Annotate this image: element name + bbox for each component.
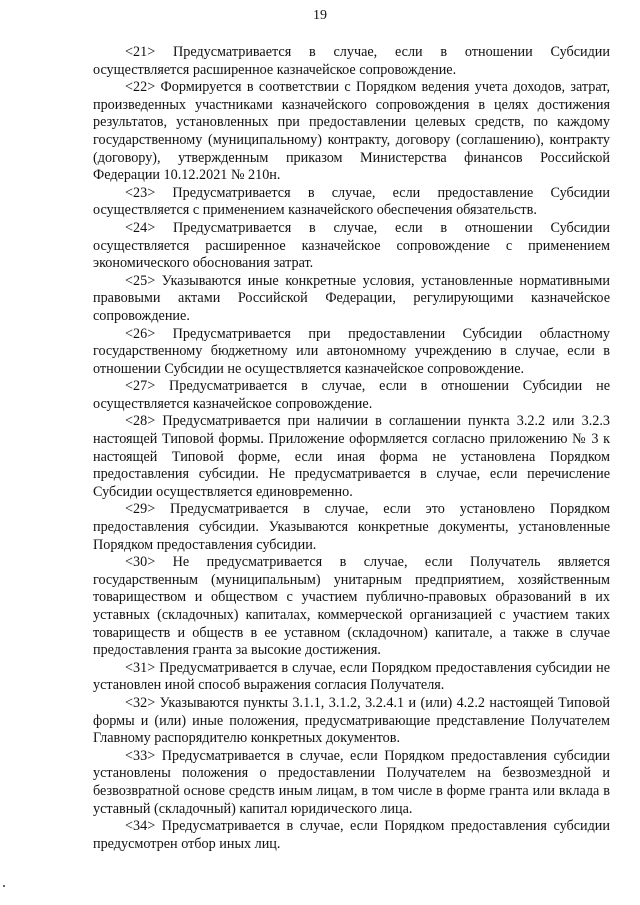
footnotes-body bbox=[93, 44, 610, 853]
footnote-33 bbox=[93, 748, 610, 818]
footnote-marker: <28> bbox=[125, 413, 156, 430]
footnote-marker: <27> bbox=[125, 378, 156, 395]
footnote-text: Предусматривается при наличии в соглашении пункта 3.2.2 или 3.2.3 настоящей Типовой формы. Приложение оформляется согласно приложению № 3 к настоящей Типовой форме, если иная форма не установлена Порядком предоставления субсидии. Не предусматривается в случае, если перечисление Субсидии осуществляется единовременно. bbox=[93, 413, 610, 500]
footnote-text: Предусматривается при предоставлении Субсидии областному государственному бюджетному или автономному учреждению в случае, если в отношении Субсидии не осуществляется казначейское сопровождение. bbox=[93, 325, 610, 377]
footnote-22 bbox=[93, 79, 610, 185]
footnote-24 bbox=[93, 220, 610, 273]
footnote-28 bbox=[93, 413, 610, 501]
footnote-27 bbox=[93, 378, 610, 413]
footnote-text: Не предусматривается в случае, если Получатель является государственным (муниципальным) унитарным предприятием, хозяйственным товариществом и обществом с участием публично-правовых образований в их уставных (складочных) капиталах, коммерческой организацией с участием таких товариществ и обществ в ее уставном (складочном) капитале, а также в случае предоставления гранта за высокие достижения. bbox=[93, 554, 610, 659]
footnote-text: Предусматривается в случае, если в отношении Субсидии не осуществляется казначейское сопровождение. bbox=[93, 378, 610, 412]
footnote-text: Предусматривается в случае, если Порядком предоставления субсидии предусмотрен отбор иных лиц. bbox=[93, 818, 610, 852]
footnote-marker: <31> bbox=[125, 659, 156, 676]
footnote-23 bbox=[93, 185, 610, 220]
footnote-text: Предусматривается в случае, если Порядком предоставления субсидии установлены положения о предоставлении Получателем на безвозмездной и безвозвратной основе средств иным лицам, в том числе в форме гранта или вклада в уставный (складочный) капитал юридического лица. bbox=[93, 747, 610, 817]
footnote-text: Указываются пункты 3.1.1, 3.1.2, 3.2.4.1 и (или) 4.2.2 настоящей Типовой формы и (или) иные положения, предусматривающие представление Получателем Главному распорядителю конкретных документов. bbox=[93, 694, 610, 747]
footnote-text: Предусматривается в случае, если в отношении Субсидии осуществляется расширенное казначейское сопровождение. bbox=[93, 44, 610, 78]
footnote-32 bbox=[93, 695, 610, 748]
footnote-34 bbox=[93, 818, 610, 853]
footnote-marker: <29> bbox=[125, 501, 156, 518]
footnote-29 bbox=[93, 501, 610, 554]
footnote-text: Указываются иные конкретные условия, установленные нормативными правовыми актами Российской Федерации, регулирующими казначейское сопровождение. bbox=[93, 272, 610, 324]
footnote-21 bbox=[93, 44, 610, 79]
footnote-marker: <26> bbox=[125, 325, 156, 342]
footnote-marker: <34> bbox=[125, 818, 156, 835]
footnote-marker: <30> bbox=[125, 554, 156, 571]
footnote-marker: <33> bbox=[125, 747, 156, 764]
footnote-text: Предусматривается в случае, если предоставление Субсидии осуществляется с применением казначейского обеспечения обязательств. bbox=[93, 184, 610, 219]
footnote-marker: <24> bbox=[125, 219, 156, 236]
footnote-marker: <32> bbox=[125, 694, 156, 711]
footnote-31 bbox=[93, 660, 610, 695]
footnote-text: Предусматривается в случае, если Порядком предоставления субсидии не установлен иной способ выражения согласия Получателя. bbox=[93, 659, 610, 694]
footnote-marker: <22> bbox=[125, 79, 156, 96]
footnote-25 bbox=[93, 273, 610, 326]
scan-speck bbox=[3, 885, 5, 887]
footnote-30 bbox=[93, 554, 610, 660]
page-number: 19 bbox=[313, 8, 327, 23]
footnote-text: Формируется в соответствии с Порядком ведения учета доходов, затрат, произведенных участниками казначейского сопровождения в целях достижения результатов, установленных при предоставлении целевых средств, по каждому государственному (муниципальному) контракту, договору (соглашению), контракту (договору), утвержденным приказом Министерства финансов Российской Федерации 10.12.2021 № 210н. bbox=[93, 79, 610, 184]
footnote-text: Предусматривается в случае, если это установлено Порядком предоставления субсидии. Указываются конкретные документы, установленные Порядком предоставления субсидии. bbox=[93, 501, 610, 553]
footnote-26 bbox=[93, 326, 610, 379]
footnote-marker: <25> bbox=[125, 272, 156, 289]
footnote-text: Предусматривается в случае, если в отношении Субсидии осуществляется расширенное казначейское сопровождение с применением экономического обоснования затрат. bbox=[93, 219, 610, 272]
footnote-marker: <21> bbox=[125, 44, 156, 60]
footnote-marker: <23> bbox=[125, 184, 156, 201]
